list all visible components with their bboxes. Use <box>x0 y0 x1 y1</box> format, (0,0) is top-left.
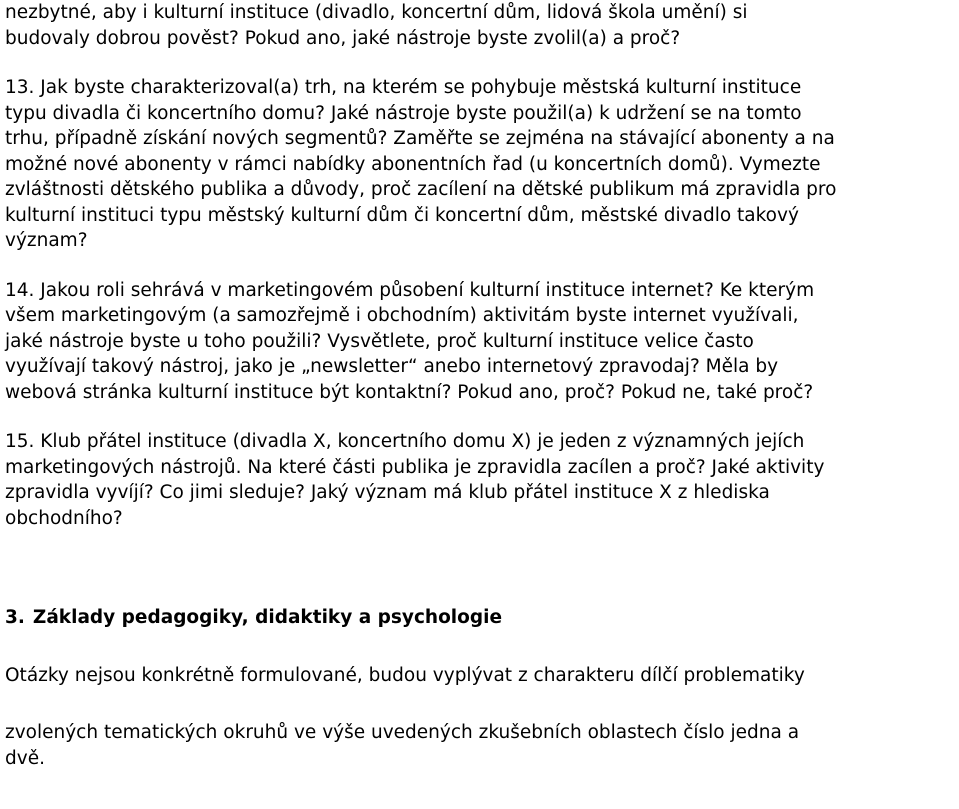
text-line: marketingových nástrojů. Na které části publika je zpravidla zacílen a proč? Jaké aktivity <box>5 456 825 478</box>
text-line: dvě. <box>5 747 45 769</box>
question-15 <box>5 429 957 531</box>
text-line: 14. Jakou roli sehrává v marketingovém působení kulturní instituce internet? Ke kterým <box>5 279 815 301</box>
text-line: všem marketingovým (a samozřejmě i obchodním) aktivitám byste internet využívali, <box>5 305 799 326</box>
text-line: využívají takový nástroj, jako je „newsletter“ anebo internetový zpravodaj? Měla by <box>5 356 779 377</box>
text-line: nezbytné, aby i kulturní instituce (divadlo, koncertní dům, lidová škola umění) si <box>5 2 748 23</box>
text-line: kulturní instituci typu městský kulturní dům či koncertní dům, městské divadlo takový <box>5 204 799 226</box>
text-line: typu divadla či koncertního domu? Jaké nástroje byste použil(a) k udržení se na tomto <box>5 102 802 124</box>
text-line: zvolených tematických okruhů ve výše uvedených zkušebních oblastech číslo jedna a <box>5 722 800 743</box>
text-line: obchodního? <box>5 507 123 529</box>
text-line: Otázky nejsou konkrétně formulované, budou vyplývat z charakteru dílčí problematiky <box>5 664 805 686</box>
section-heading <box>5 605 957 631</box>
text-line: zpravidla vyvíjí? Co jimi sleduje? Jaký význam má klub přátel instituce X z hlediska <box>5 482 770 503</box>
section-title: Základy pedagogiky, didaktiky a psychologie <box>32 607 502 628</box>
text-line: zvláštnosti dětského publika a důvody, proč zacílení na dětské publikum má zpravidla pro <box>5 179 837 200</box>
text-line: význam? <box>5 230 88 251</box>
text-line: budovaly dobrou pověst? Pokud ano, jaké nástroje byste zvolil(a) a proč? <box>5 27 681 49</box>
section-number: 3. <box>5 607 25 628</box>
intro-paragraph <box>5 0 957 51</box>
text-line: 13. Jak byste charakterizoval(a) trh, na kterém se pohybuje městská kulturní instituce <box>5 77 802 98</box>
body-paragraph-2 <box>5 720 957 771</box>
question-14 <box>5 278 957 406</box>
question-13 <box>5 75 957 254</box>
text-line: jaké nástroje byste u toho použili? Vysvětlete, proč kulturní instituce velice často <box>5 330 754 352</box>
document-page <box>5 0 957 771</box>
text-line: webová stránka kulturní instituce být kontaktní? Pokud ano, proč? Pokud ne, také proč? <box>5 381 814 403</box>
text-line: možné nové abonenty v rámci nabídky abonentních řad (u koncertních domů). Vymezte <box>5 153 821 175</box>
body-paragraph-1 <box>5 663 957 689</box>
text-line: trhu, případně získání nových segmentů? Zaměřte se zejména na stávající abonenty a na <box>5 128 835 149</box>
text-line: 15. Klub přátel instituce (divadla X, koncertního domu X) je jeden z významných jejích <box>5 431 805 452</box>
